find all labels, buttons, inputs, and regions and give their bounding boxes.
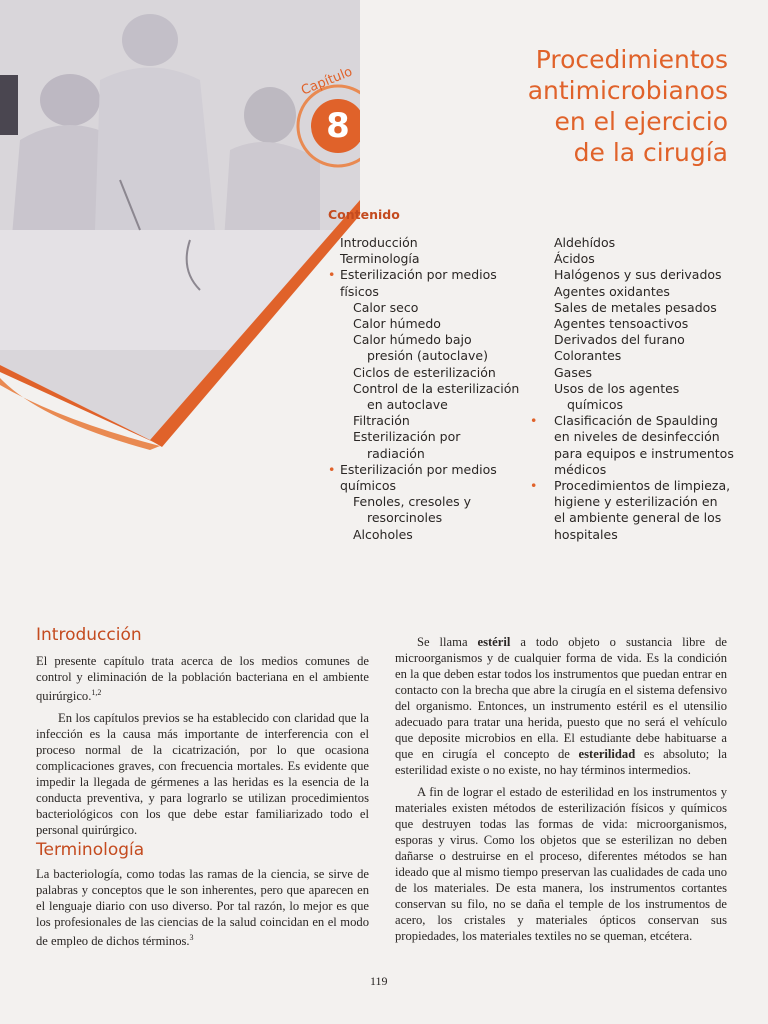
contents-item: químicos (567, 397, 624, 413)
contents-item: • Esterilización por medios (340, 462, 519, 478)
reference-marker: 1,2 (91, 688, 102, 697)
contents-item: Gases (554, 364, 593, 380)
surgery-photo (0, 0, 360, 455)
contents-list-left (340, 235, 519, 543)
title-line: antimicrobianos (527, 76, 728, 105)
sterile-definition-paragraph: Se llama estéril a todo objeto o sustancia libre de microorganismos y de cualquier forma de vida. Es la condición en la que deben estar todos los instrumentos que puedan entrar en contacto con la brecha que abre la cirugía en el sistema defensivo del organismo. Entonces, un instrumento estéril es el utensilio adecuado para tratar una herida, puesto que no será el vehículo que deposite microbios en ella. El estudiante debe habituarse a que en cirugía el concepto de esterilidad es absoluto; la esterilidad existe o no existe, no hay términos intermedios. (395, 635, 728, 777)
reference-marker: 3 (189, 933, 194, 942)
contents-item: Derivados del furano (554, 332, 685, 348)
page-number: 119 (370, 974, 388, 988)
contents-item: Agentes tensoactivos (554, 316, 689, 332)
term-esteril: estéril (477, 635, 511, 649)
contents-item: Esterilización por (353, 429, 461, 445)
intro-body (36, 653, 369, 838)
contents-item: Terminología (340, 251, 420, 267)
contents-item: • Introducción (340, 235, 519, 251)
chapter-number: 8 (326, 106, 350, 146)
title-line: en el ejercicio (554, 107, 728, 136)
contents-item: • Esterilización por medios (340, 267, 519, 283)
chapter-hero-image (0, 0, 360, 455)
contents-item: para equipos e instrumentos (554, 445, 734, 461)
terminology-paragraph: La bacteriología, como todas las ramas de la ciencia, se sirve de palabras y conceptos que le son inherentes, pero que aparecen en el lenguaje diario con uso diverso. Por tal razón, lo mejor es que los profesionales de las ciencias de la salud coincidan en el modo de empleo de dichos términos.$^3$ (36, 867, 369, 949)
contents-item: higiene y esterilización en (554, 494, 718, 510)
contents-list-right (554, 235, 734, 543)
contents-item: el ambiente general de los (554, 510, 722, 526)
term-esterilidad: esterilidad (578, 747, 636, 761)
contents-item: presión (autoclave) (367, 348, 488, 364)
contents-item: en autoclave (367, 397, 448, 413)
intro-paragraph: En los capítulos previos se ha establecido con claridad que la infección es la causa más importante de interferencia con el proceso normal de la cicatrización, por lo que ocasiona complicaciones graves, con frecuencia mortales. Es evidente que impedir la llegada de gérmenes a las heridas es la esencia de la conducta preventiva, y para lograrlo se utilizan procedimientos bacteriológicos con los que debe estar familiarizado todo el personal quirúrgico. (36, 711, 369, 838)
contents-item: Sales de metales pesados (554, 299, 717, 315)
contents-item: físicos (340, 283, 379, 299)
intro-paragraph: El presente capítulo trata acerca de los medios comunes de control y eliminación de la población bacteriana en el ambiente quirúrgico.$^{1,2}$ (36, 654, 369, 704)
contents-item: resorcinoles (367, 510, 443, 526)
contents-item: Usos de los agentes (554, 380, 680, 396)
chapter-title (470, 44, 728, 168)
contents-item: Ciclos de esterilización (353, 364, 496, 380)
terminology-body (36, 866, 369, 949)
contents-item: Filtración (353, 413, 410, 429)
contents-item: hospitales (554, 526, 618, 542)
title-line: de la cirugía (573, 138, 728, 167)
contents-item: radiación (367, 445, 425, 461)
contents-item: Calor seco (353, 299, 419, 315)
sterilization-methods-paragraph: A fin de lograr el estado de esterilidad en los instrumentos y materiales existen métodos de esterilización físicos y químicos que destruyen todas las formas de vida: microorganismos, esporas y virus. Como los objetos que se esterilizan no deben dañarse o destruirse en el proceso, diferentes métodos se han ideado que al mismo tiempo preservan las cualidades de cada uno de los materiales. De esta manera, los instrumentos cortantes conservan su filo, no se daña el temple de los instrumentos de acero, los cristales y materiales ópticos conservan sus propiedades, los materiales textiles no se queman, etcétera. (395, 785, 727, 943)
contents-item: médicos (554, 461, 607, 477)
contents-item: Agentes oxidantes (554, 283, 670, 299)
contents-item: Ácidos (554, 251, 595, 267)
contents-heading: Contenido (328, 207, 400, 222)
contents-item: Aldehídos (554, 235, 616, 250)
terminology-heading: Terminología (36, 840, 145, 860)
sterility-body (395, 634, 727, 944)
contents-item: Control de la esterilización (353, 380, 520, 396)
contents-item: Halógenos y sus derivados (554, 267, 722, 283)
contents-item: en niveles de desinfección (554, 429, 720, 445)
contents-item: Alcoholes (353, 526, 413, 542)
contents-item: químicos (340, 478, 397, 494)
title-line: Procedimientos (535, 45, 728, 74)
contents-item: Fenoles, cresoles y (353, 494, 472, 510)
intro-heading: Introducción (36, 625, 142, 645)
contents-item: • Procedimientos de limpieza, (542, 478, 734, 494)
chapter-label: Capítulo (299, 64, 355, 99)
contents-item: Colorantes (554, 348, 622, 364)
contents-item: Calor húmedo bajo (353, 332, 472, 348)
contents-item: • Clasificación de Spaulding (542, 413, 734, 429)
contents-item: Calor húmedo (353, 316, 441, 332)
